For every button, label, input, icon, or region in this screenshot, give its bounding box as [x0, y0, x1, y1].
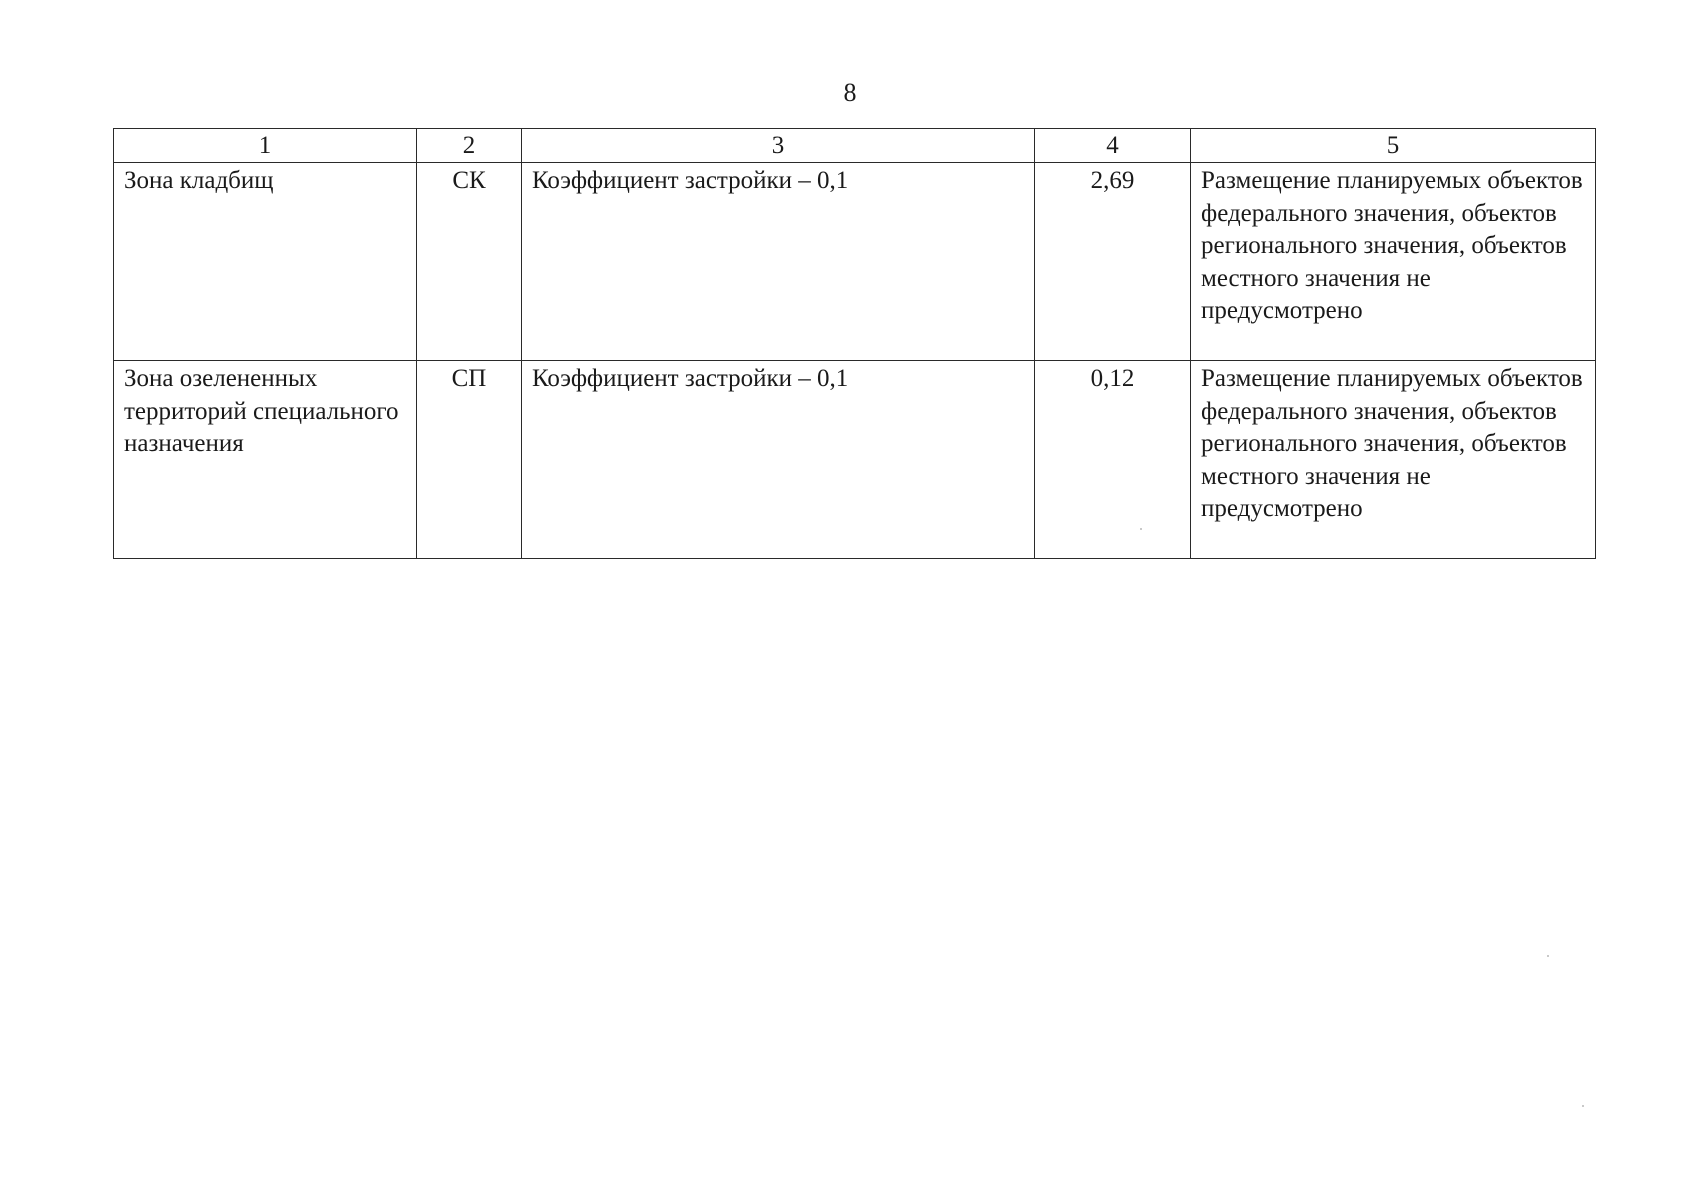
- zone-parameters-cell: Коэффициент застройки – 0,1: [522, 361, 1035, 559]
- column-header: 2: [417, 129, 522, 163]
- zone-name-cell: Зона озелененных территорий специального назначения: [114, 361, 417, 559]
- zone-area-cell: 2,69: [1035, 163, 1191, 361]
- zone-code-cell: СП: [417, 361, 522, 559]
- column-header: 4: [1035, 129, 1191, 163]
- zone-parameters-cell: Коэффициент застройки – 0,1: [522, 163, 1035, 361]
- zones-table: [113, 128, 1596, 559]
- zone-notes-cell: Размещение планируемых объектов федерального значения, объектов регионального значения, объектов местного значения не предусмотрено: [1191, 361, 1596, 559]
- page-number: 8: [843, 78, 857, 107]
- table-row: [114, 361, 1596, 559]
- column-header: 1: [114, 129, 417, 163]
- column-header: 3: [522, 129, 1035, 163]
- scan-speck: [1547, 955, 1549, 957]
- zone-area-cell: 0,12: [1035, 361, 1191, 559]
- scan-speck: [1140, 528, 1142, 530]
- scan-speck: [1582, 1105, 1584, 1107]
- zone-name-cell: Зона кладбищ: [114, 163, 417, 361]
- column-header: 5: [1191, 129, 1596, 163]
- zone-code-cell: СК: [417, 163, 522, 361]
- zone-notes-cell: Размещение планируемых объектов федерального значения, объектов регионального значения, объектов местного значения не предусмотрено: [1191, 163, 1596, 361]
- table-row: [114, 163, 1596, 361]
- table-header-row: [114, 129, 1596, 163]
